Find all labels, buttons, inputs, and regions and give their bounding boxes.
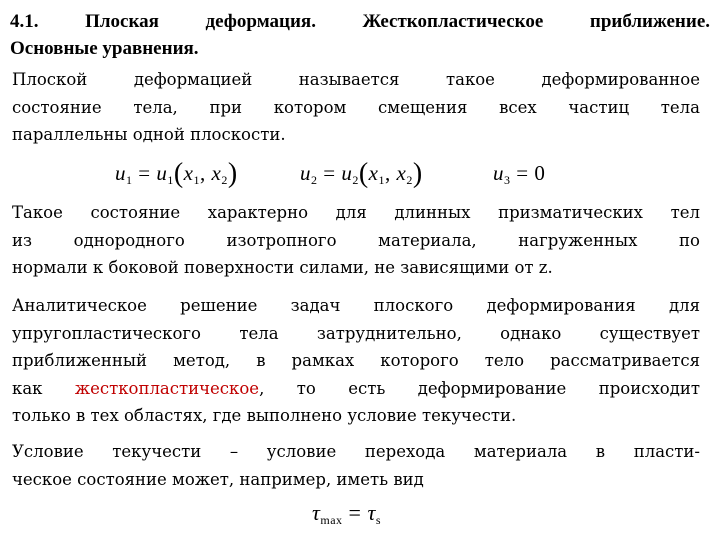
slide-title — [10, 8, 710, 62]
text-line: Такое состояние характерно для длинных призматических тел — [12, 203, 700, 222]
text-line: Аналитическое решение задач плоского деформирования для — [12, 296, 700, 315]
text-line: Условие текучести – условие перехода материала в пласти- — [12, 442, 700, 461]
prismatic-paragraph — [12, 199, 700, 282]
text-line: только в тех областях, где выполнено условие текучести. — [12, 406, 517, 425]
formula-u2: $u_2 = u_2(x_1$, $x_2$) — [300, 158, 423, 189]
text-line: параллельны одной плоскости. — [12, 125, 286, 144]
text-line: ческое состояние может, например, иметь вид — [12, 469, 424, 489]
text-fragment: как — [12, 378, 75, 398]
text-line: Плоской деформацией называется такое деформированное — [12, 70, 700, 89]
text-line: из однородного изотропного материала, нагруженных по — [12, 230, 700, 250]
highlighted-term: жесткопластическое — [74, 378, 260, 398]
yield-condition-paragraph — [12, 438, 700, 493]
title-line-1: 4.1. Плоская деформация. Жесткопластическое приближение. — [10, 11, 710, 32]
title-line-2: Основные уравнения. — [10, 38, 199, 59]
text-line: состояние тела, при котором смещения всех частиц тела — [12, 97, 700, 117]
analytic-paragraph — [12, 292, 700, 430]
text-line: приближенный метод, в рамках которого тело рассматривается — [12, 351, 700, 370]
text-line: упругопластического тела затруднительно, однако существует — [12, 323, 700, 343]
formula-u3: $u_3 = 0$ — [493, 161, 546, 187]
text-line-with-highlight — [12, 375, 700, 403]
formula-u1: $u_1 = u_1(x_1$, $x_2$) — [115, 158, 238, 189]
formula-yield: $\tau_{max} = \tau_s$ — [312, 500, 382, 527]
text-fragment: , то есть деформирование происходит — [259, 378, 700, 398]
definition-paragraph — [12, 66, 700, 149]
text-line: нормали к боковой поверхности силами, не зависящими от z. — [12, 258, 553, 277]
